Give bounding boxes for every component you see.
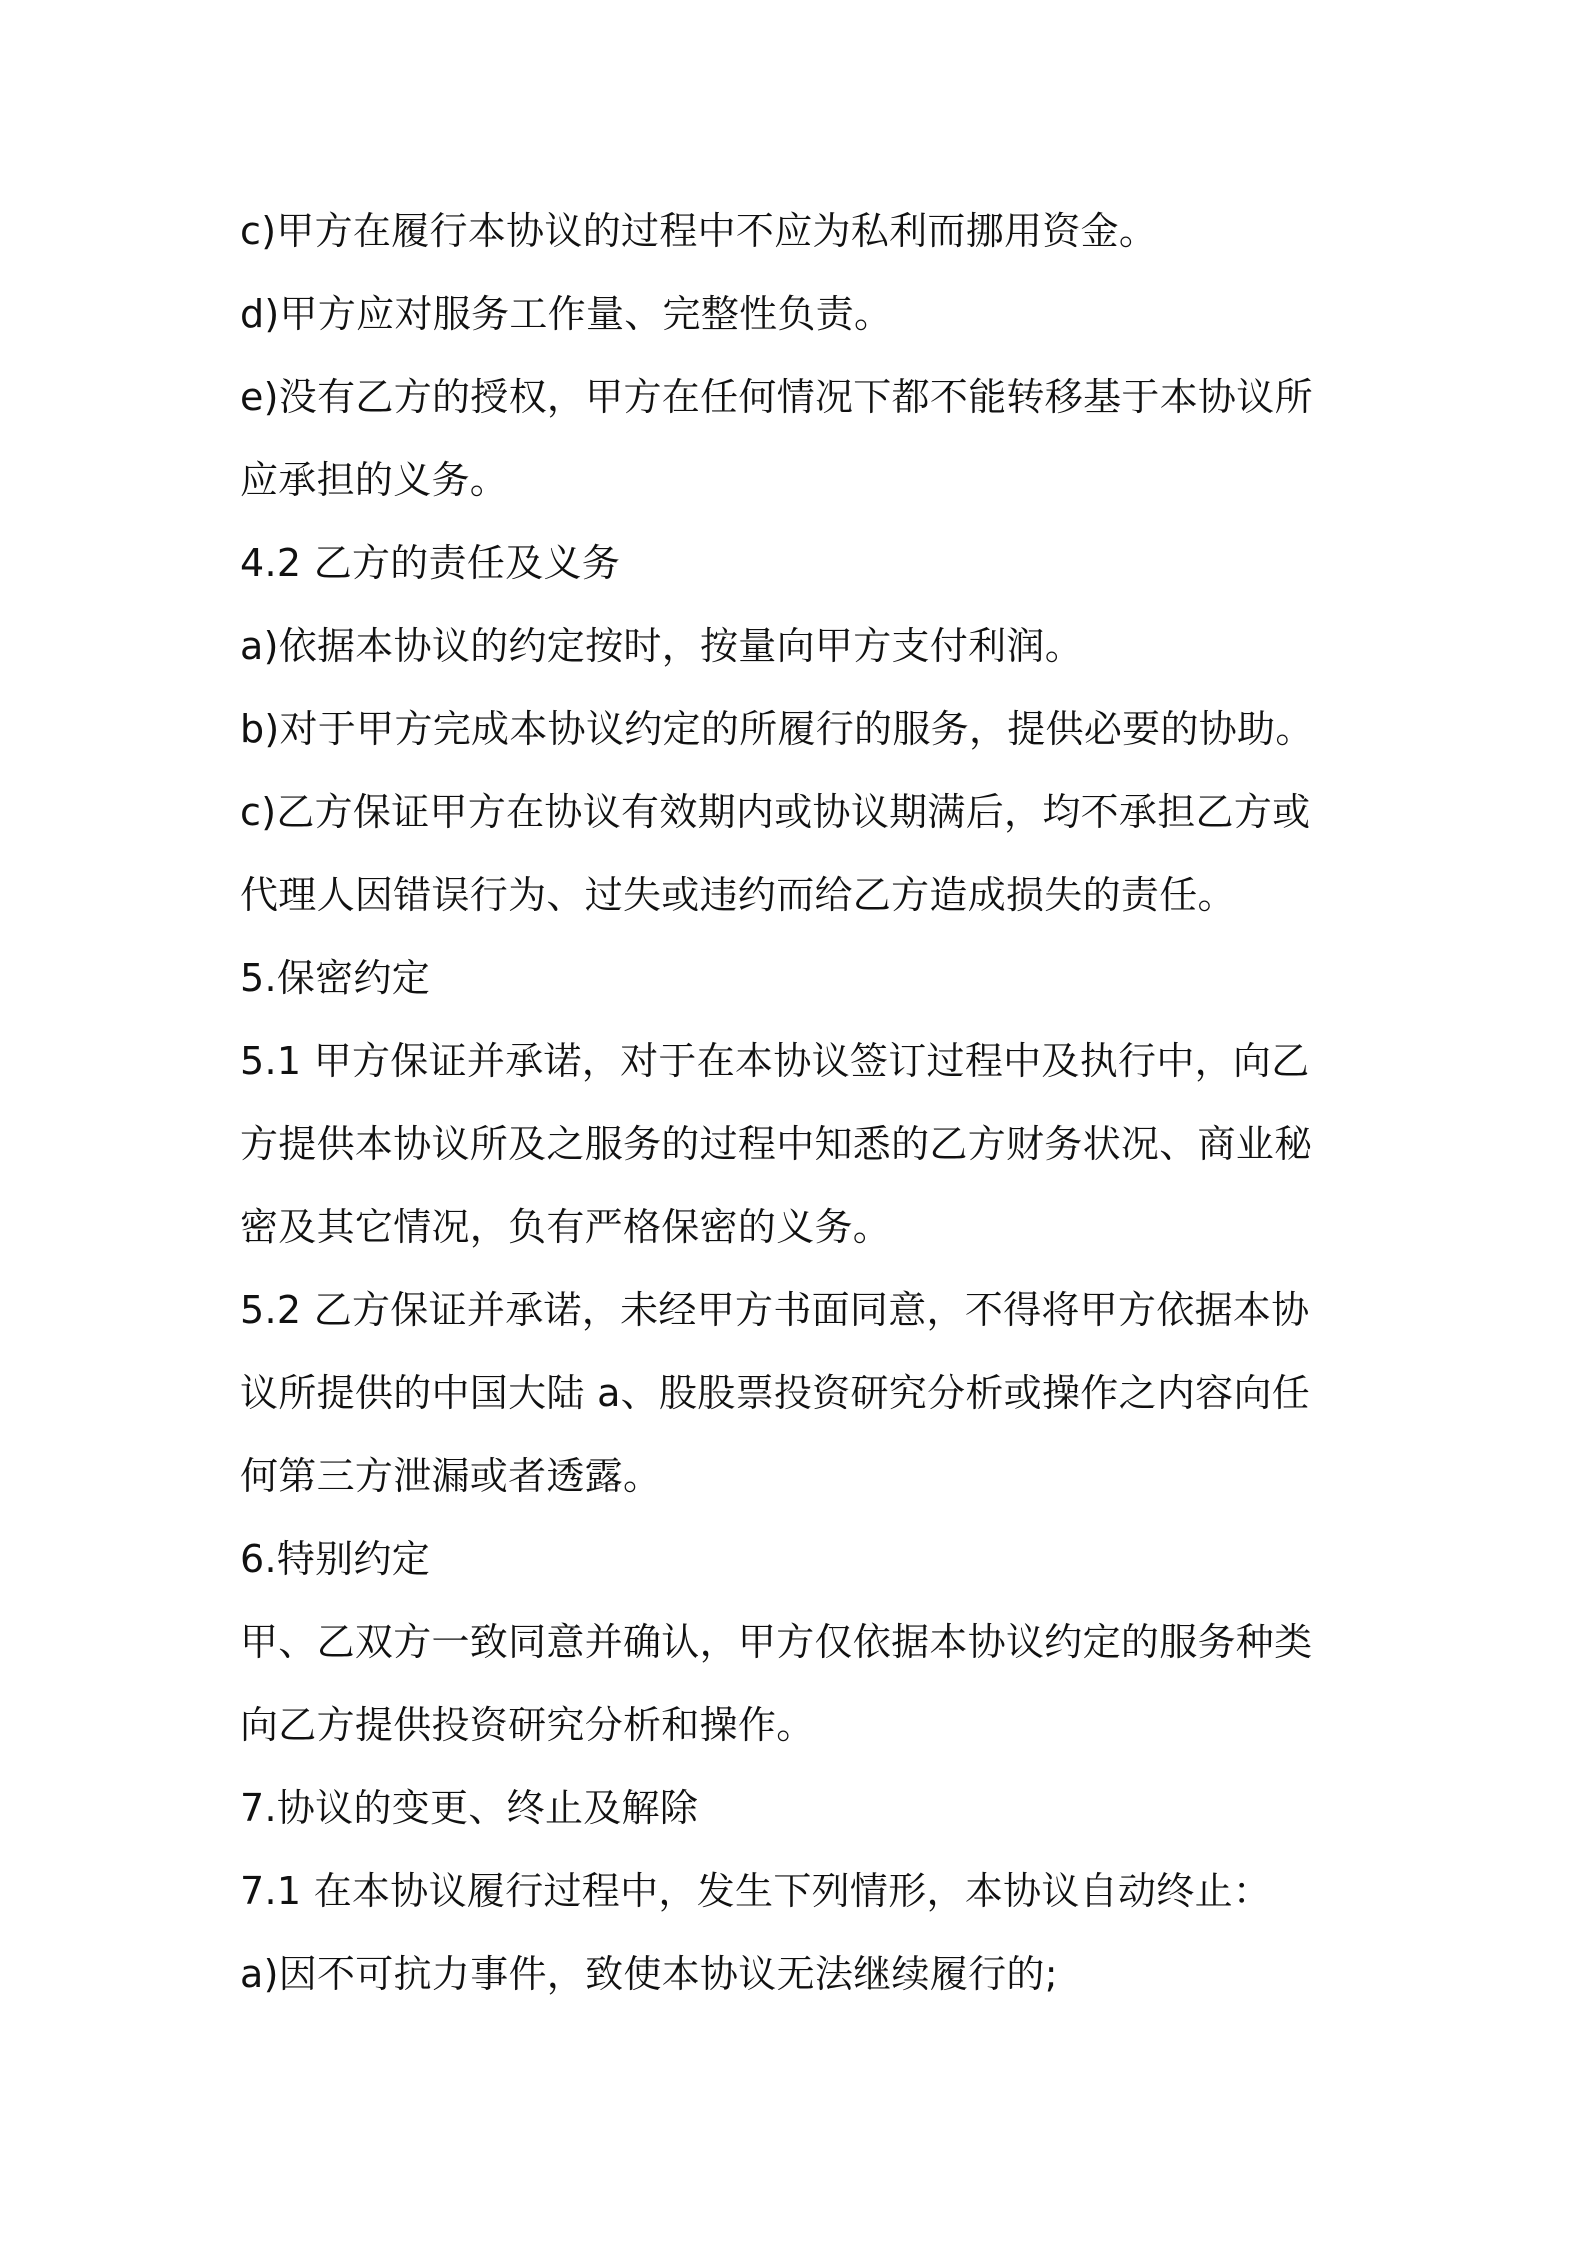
clause-5-2-line-1: 5.2 乙方保证并承诺，未经甲方书面同意，不得将甲方依据本协 bbox=[240, 1288, 1310, 1332]
section-6-heading: 6.特别约定 bbox=[240, 1537, 431, 1581]
clause-5-2-line-3: 何第三方泄漏或者透露。 bbox=[240, 1454, 662, 1498]
clause-6-line-2: 向乙方提供投资研究分析和操作。 bbox=[240, 1703, 815, 1747]
clause-4-1-e-line-2: 应承担的义务。 bbox=[240, 458, 509, 502]
clause-4-1-d: d)甲方应对服务工作量、完整性负责。 bbox=[240, 292, 893, 336]
clause-5-1-line-1: 5.1 甲方保证并承诺，对于在本协议签订过程中及执行中，向乙 bbox=[240, 1039, 1310, 1083]
section-7-heading: 7.协议的变更、终止及解除 bbox=[240, 1786, 699, 1830]
clause-5-2-line-2: 议所提供的中国大陆 a、股股票投资研究分析或操作之内容向任 bbox=[240, 1371, 1311, 1415]
clause-4-2-a: a)依据本协议的约定按时，按量向甲方支付利润。 bbox=[240, 624, 1084, 668]
clause-4-2-c-line-2: 代理人因错误行为、过失或违约而给乙方造成损失的责任。 bbox=[240, 873, 1236, 917]
section-4-2-heading: 4.2 乙方的责任及义务 bbox=[240, 541, 621, 585]
clause-5-1-line-2: 方提供本协议所及之服务的过程中知悉的乙方财务状况、商业秘 bbox=[240, 1122, 1313, 1166]
clause-5-1-line-3: 密及其它情况，负有严格保密的义务。 bbox=[240, 1205, 892, 1249]
clause-4-2-b: b)对于甲方完成本协议约定的所履行的服务，提供必要的协助。 bbox=[240, 707, 1314, 751]
clause-4-2-c-line-1: c)乙方保证甲方在协议有效期内或协议期满后，均不承担乙方或 bbox=[240, 790, 1311, 834]
clause-7-1-a: a)因不可抗力事件，致使本协议无法继续履行的; bbox=[240, 1952, 1058, 1996]
clause-6-line-1: 甲、乙双方一致同意并确认，甲方仅依据本协议约定的服务种类 bbox=[240, 1620, 1313, 1664]
clause-4-1-c: c)甲方在履行本协议的过程中不应为私利而挪用资金。 bbox=[240, 209, 1158, 253]
section-5-heading: 5.保密约定 bbox=[240, 956, 431, 1000]
clause-7-1: 7.1 在本协议履行过程中，发生下列情形，本协议自动终止： bbox=[240, 1869, 1272, 1913]
contract-text-body bbox=[240, 190, 1370, 2016]
clause-4-1-e-line-1: e)没有乙方的授权，甲方在任何情况下都不能转移基于本协议所 bbox=[240, 375, 1313, 419]
